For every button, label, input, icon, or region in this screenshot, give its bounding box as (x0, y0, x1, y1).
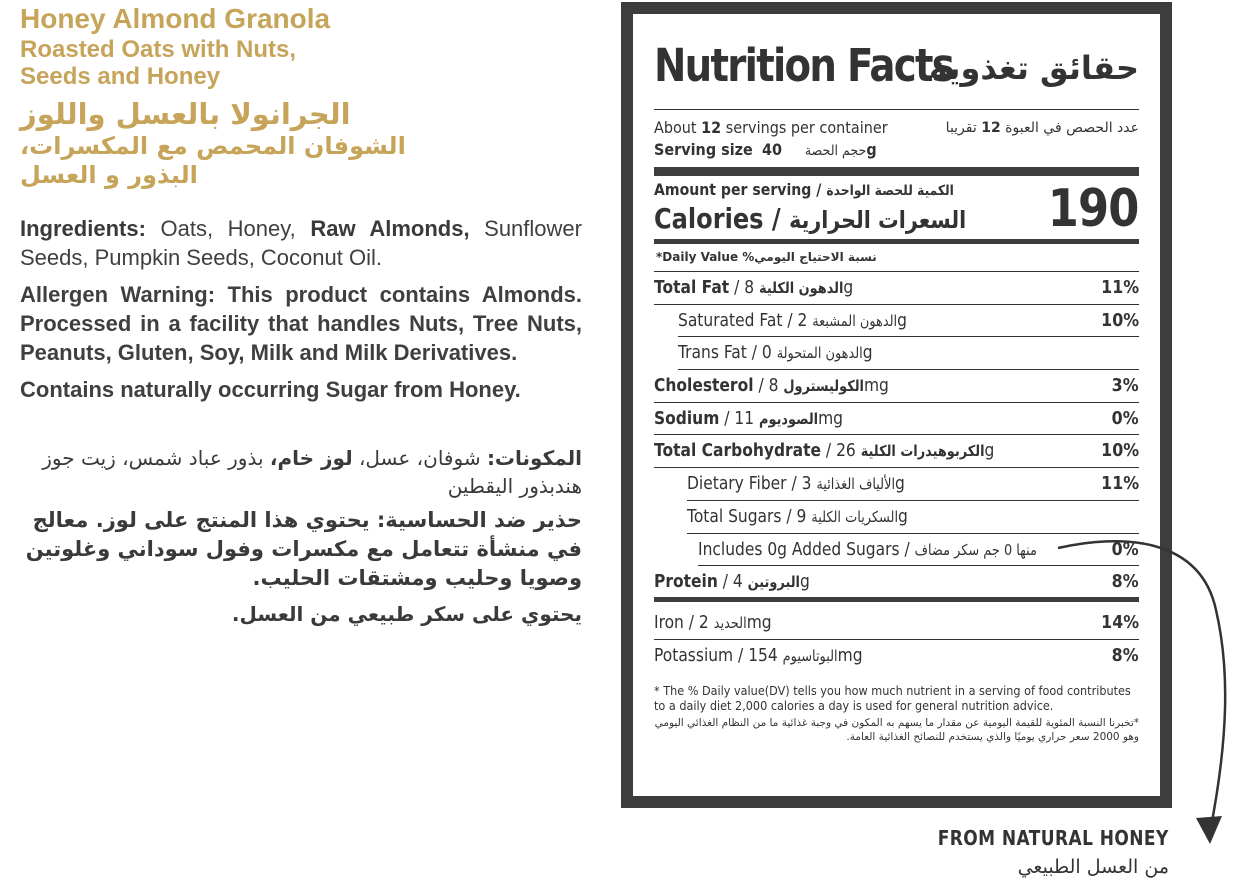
nutrient-row-dietary-fiber (687, 468, 1139, 501)
nutrient-name-en: Sodium (654, 407, 720, 429)
nutrient-amount: 3g (801, 473, 905, 495)
ingredients-ar-label: المكونات: (486, 446, 582, 470)
product-info (20, 4, 582, 629)
nutrient-amount: 8mg (768, 375, 889, 397)
nutrient-daily-value: 10% (1101, 309, 1139, 331)
nutrient-label: Cholesterol / الكوليسترول 8mg (654, 375, 889, 397)
nutrient-label: Sodium / الصوديوم 11mg (654, 407, 844, 429)
nutrient-amount: 0g (761, 342, 873, 364)
ingredients-en-part2: Sunflower Seeds, Pumpkin Seeds, Coconut Oil. (20, 216, 582, 270)
servings-ar-post: تقريبا (945, 120, 982, 136)
nutrient-label: Saturated Fat / الدهون المشبعة 2g (678, 309, 907, 331)
callout-text-ar: من العسل الطبيعي (1017, 856, 1169, 878)
nutrient-name-ar: الدهون المشبعة (812, 311, 898, 330)
amount-per-serving-en: Amount per serving / (654, 180, 822, 199)
product-title-en: Honey Almond Granola (20, 3, 331, 34)
serving-info (654, 110, 1139, 176)
nutrient-name-ar: الدهون المتحولة (776, 344, 863, 363)
nutrient-name-en: Total Fat (654, 277, 730, 298)
ingredients-en-bold: Raw Almonds, (310, 216, 470, 241)
nutrient-name-en: Trans Fat (678, 342, 747, 364)
sugar-note-en: Contains naturally occurring Sugar from Honey. (20, 377, 521, 402)
nutrient-label: Trans Fat / الدهون المتحولة 0g (678, 342, 873, 364)
nutrient-amount: 2mg (698, 612, 772, 634)
nutrition-header (654, 38, 1139, 110)
nutrient-label: Total Fat / الدهون الكلية 8g (654, 277, 854, 298)
footnote-ar: *تخبرنا النسبة المئوية للقيمة اليومية عن مقدار ما يسهم به المكون في وجبة غذائية ما من النظام الغذائي اليومي وهو 2000 سعر حراري يوميًا والذي يستخدم للنصائح الغذائية العامة. (654, 716, 1139, 743)
nutrient-daily-value: 0% (1112, 407, 1139, 429)
product-subtitle-ar-line1: الشوفان المحمص مع المكسرات، (20, 132, 406, 160)
ingredients-en-part1: Oats, Honey, (145, 216, 311, 241)
nutrient-name-ar: البروتين (747, 573, 800, 592)
nutrient-amount: 9g (796, 505, 908, 527)
nutrient-name-en: Cholesterol (654, 375, 754, 397)
nutrient-daily-value: 11% (1101, 277, 1139, 298)
nutrient-name-en: Iron (654, 612, 684, 634)
nutrient-name-ar: الألياف الغذائية (816, 475, 896, 494)
nutrient-daily-value: 14% (1101, 612, 1139, 634)
nutrient-name-ar: الكوليسترول (783, 377, 864, 396)
servings-per-container (654, 116, 1139, 140)
nutrient-row-trans-fat (678, 337, 1139, 370)
nutrient-name-en: Total Sugars (687, 505, 782, 527)
nutrient-daily-value: 3% (1112, 375, 1139, 397)
servings-count-ar: 12 (981, 120, 1001, 136)
calories-value: 190 (1048, 179, 1139, 239)
ingredients-ar-part1: شوفان، عسل، (352, 446, 487, 470)
nutrient-label: Total Carbohydrate / الكربوهيدرات الكلية 26g (654, 440, 995, 462)
daily-value-header (654, 244, 1139, 272)
product-subtitle-en (20, 36, 582, 90)
nutrient-amount: 11mg (734, 407, 844, 429)
nutrient-name-ar: منها 0 جم سكر مضاف (914, 540, 1037, 559)
product-subtitle-en-line2: Seeds and Honey (20, 63, 221, 90)
serving-size-value: 40g (761, 140, 877, 159)
serving-size-ar: حجم الحصة (804, 143, 867, 159)
nutrient-amount: 26g (836, 440, 995, 462)
servings-en-post: servings per container (721, 118, 888, 137)
nutrient-name-en: Potassium (654, 645, 734, 667)
nutrient-name-en: Saturated Fat (678, 309, 783, 331)
ingredients-ar-part2: بذور عباد شمس، زيت جوز هندبذور اليقطين (42, 446, 582, 498)
nutrient-name-ar: الصوديوم (759, 409, 819, 428)
nutrient-row-saturated-fat (678, 305, 1139, 338)
servings-en-pre: About (654, 118, 702, 137)
callout-arrow-icon (1050, 540, 1233, 850)
ingredients-ar-bold: لوز خام، (269, 446, 353, 470)
nutrient-row-cholesterol (654, 370, 1139, 403)
nutrition-title-en: Nutrition Facts (654, 39, 954, 92)
product-title-ar: الجرانولا بالعسل واللوز (20, 97, 351, 131)
nutrient-name-ar: البوتاسيوم (782, 647, 838, 666)
nutrient-label: Includes 0g Added Sugars / منها 0 جم سكر مضاف (698, 538, 1037, 560)
nutrient-row-sodium (654, 403, 1139, 436)
nutrient-label: Total Sugars / السكريات الكلية 9g (687, 505, 908, 527)
nutrient-name-en: Total Carbohydrate (654, 440, 822, 462)
nutrient-amount: 2g (797, 309, 907, 331)
nutrient-amount: 154mg (748, 645, 863, 667)
ingredients-en (20, 214, 582, 272)
nutrition-title-ar: حقائق تغذوية (929, 49, 1139, 87)
nutrient-name-en: Includes 0g Added Sugars (698, 538, 900, 560)
nutrient-name-en: Protein (654, 571, 718, 593)
nutrient-name-en: Dietary Fiber (687, 473, 787, 495)
nutrient-label: Potassium / البوتاسيوم 154mg (654, 645, 863, 667)
calories-label-en: Calories / (654, 202, 781, 235)
nutrient-daily-value: 0% (1112, 538, 1139, 560)
nutrient-daily-value: 8% (1112, 571, 1139, 593)
daily-value-header-text: نسبة الاحتياج اليومي% Daily Value* (656, 250, 877, 264)
nutrient-row-total-carbohydrate (654, 435, 1139, 468)
nutrient-daily-value: 10% (1101, 440, 1139, 462)
serving-size-label: Serving size (654, 140, 753, 159)
product-subtitle-en-line1: Roasted Oats with Nuts, (20, 36, 297, 63)
serving-size (654, 138, 1139, 162)
product-subtitle-ar (20, 132, 582, 190)
nutrient-amount: 4g (732, 571, 810, 593)
nutrient-label: Protein / البروتين 4g (654, 571, 810, 593)
ingredients-ar (20, 444, 582, 500)
nutrient-name-ar: السكريات الكلية (811, 507, 899, 526)
nutrient-label: Iron / الحديد 2mg (654, 612, 772, 634)
servings-count: 12 (701, 118, 722, 137)
nutrient-row-total-sugars (687, 501, 1139, 534)
sugar-note-ar: يحتوي على سكر طبيعي من العسل. (231, 602, 582, 626)
allergen-warning-ar: حذير ضد الحساسية: يحتوي هذا المنتج على لوز. معالج في منشأة تتعامل مع مكسرات وفول سوداني وغلوتين وصويا وحليب ومشتقات الحليب. (25, 508, 582, 590)
ingredients-en-label: Ingredients: (20, 216, 146, 241)
calories-label-ar: السعرات الحرارية (789, 206, 967, 234)
nutrient-daily-value: 8% (1112, 645, 1139, 667)
product-subtitle-ar-line2: البذور و العسل (20, 161, 198, 189)
footnote-en: * The % Daily value(DV) tells you how much nutrient in a serving of food contributes to a daily diet 2,000 calories a day is used for general nutrition advice. (654, 682, 1131, 713)
nutrient-name-ar: الحديد (713, 614, 747, 633)
nutrient-daily-value: 11% (1101, 473, 1139, 495)
nutrient-name-ar: الدهون الكلية (759, 279, 844, 297)
calories-section (654, 176, 1139, 244)
calories-label (654, 200, 966, 239)
nutrient-name-ar: الكربوهيدرات الكلية (860, 442, 985, 461)
nutrient-amount: 8g (744, 277, 854, 298)
nutrient-label: Dietary Fiber / الألياف الغذائية 3g (687, 473, 905, 495)
amount-per-serving-ar: الكمية للحصة الواحدة (826, 183, 954, 199)
servings-ar-pre: عدد الحصص في العبوة (1000, 120, 1139, 136)
amount-per-serving (654, 180, 954, 199)
nutrient-row-total-fat (654, 272, 1139, 305)
callout-text-en: FROM NATURAL HONEY (938, 826, 1169, 850)
allergen-warning-en: Allergen Warning: This product contains Almonds. Processed in a facility that handles Nuts, Tree Nuts, Peanuts, Gluten, Soy, Milk and Milk Derivatives. (20, 282, 582, 365)
